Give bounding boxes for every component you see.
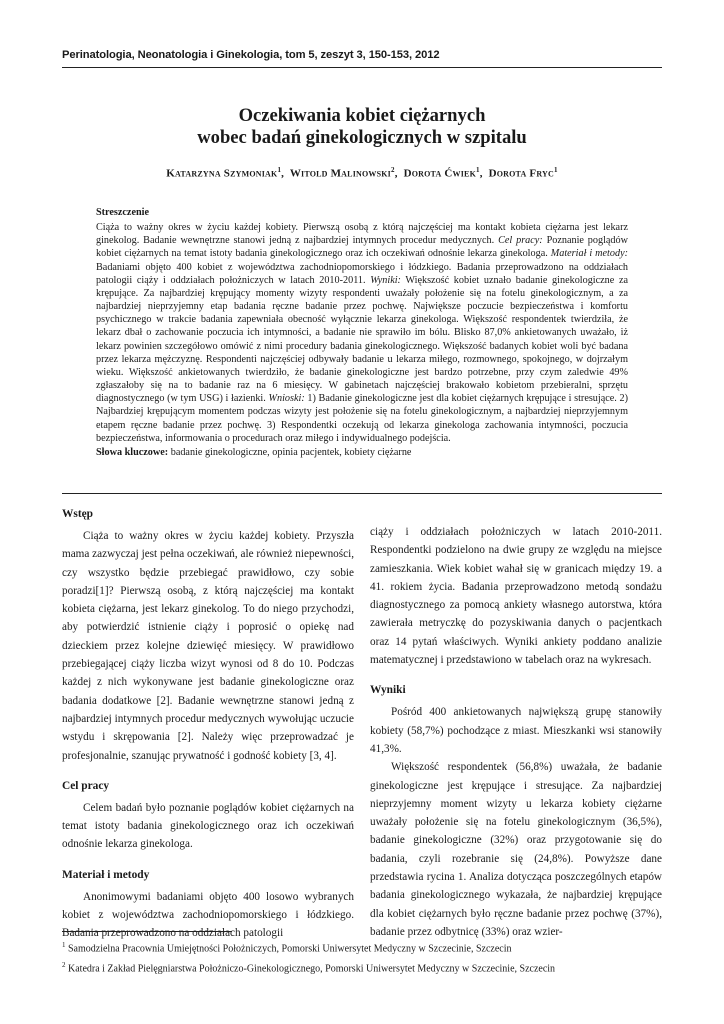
author-name: Witold Malinowski xyxy=(289,167,391,180)
section-heading-methods: Materiał i metody xyxy=(62,868,150,881)
abstract-aim: Poznanie poglądów kobiet ciężarnych na temat istoty badania ginekologicznego oraz ich oczekiwań odnośnie lekarza ginekologa. xyxy=(96,235,628,260)
footnote-number: 1 xyxy=(62,941,66,949)
abstract-text xyxy=(96,221,628,445)
abstract-label-conclusions: Wnioski: xyxy=(268,393,305,405)
header-rule xyxy=(62,67,662,68)
keywords xyxy=(96,446,628,459)
footnote xyxy=(62,939,662,955)
author-affiliation: 1 xyxy=(553,166,558,174)
abstract-heading: Streszczenie xyxy=(96,207,149,218)
abstract-conclusions: 1) Badanie ginekologiczne jest dla kobiet ciężarnych krępujące i stresujące. 2) Najbardziej krępującym momentem podczas wizyty jest położenie się na fotelu ginekologicznym, a najbardziej nieprzyjemnym etapem ręczne badanie przez pochwę. 3) Respondentki oczekują od lekarza ginekologa zachowania intymności, poczucia bezpieczeństwa, informowania o procedurach oraz miłego i indywidualnego podejścia. xyxy=(96,393,628,444)
body-column-left xyxy=(62,505,354,943)
author-affiliation: 2 xyxy=(391,166,395,174)
footnote-number: 2 xyxy=(62,961,66,969)
footnote-text: Samodzielna Pracownia Umiejętności Położniczych, Pomorski Uniwersytet Medyczny w Szczecinie, Szczecin xyxy=(68,943,512,955)
author-affiliation: 1 xyxy=(476,166,480,174)
section-heading-introduction: Wstęp xyxy=(62,508,94,520)
author-affiliation: 1 xyxy=(277,166,282,174)
aim-text: Celem badań było poznanie poglądów kobiet ciężarnych na temat istoty badania ginekologicznego oraz ich oczekiwań odnośnie lekarza ginekologa. xyxy=(62,801,354,851)
article-title xyxy=(62,105,662,149)
methods-text-continued: ciąży i oddziałach położniczych w latach 2010-2011. Respondentki podzielono na dwie grupy ze względu na miejsce zamieszkania. Wiek kobiet wahał się w granicach między 19. a 41. rokiem życia. Badania przeprowadzono metodą sondażu diagnostycznego za pomocą ankiety własnego autorstwa, która zawierała metryczkę do pozyskiwania danych o pacjentkach oraz 14 pytań właściwych. Wyniki ankiety poddano analizie matematycznej i przedstawiono w tabelach oraz na wykresach. xyxy=(370,526,662,667)
author-name: Katarzyna Szymoniak xyxy=(166,167,278,180)
keywords-text: badanie ginekologiczne, opinia pacjentek, kobiety ciężarne xyxy=(168,446,412,458)
section-rule xyxy=(62,493,662,494)
author-list: Katarzyna Szymoniak$^1$, Witold Malinowski$^2$, Dorota Ćwiek$^1$, Dorota Fryc$^1$ xyxy=(166,166,558,180)
abstract-intro: Ciąża to ważny okres w życiu każdej kobiety. Pierwszą osobą z którą najczęściej ma kontakt kobieta ciężarna jest lekarz ginekolog. Badanie wewnętrzne stanowi jedną z najbardziej intymnych procedur medycznych. xyxy=(96,222,628,247)
author-name: Dorota Fryc xyxy=(488,167,554,180)
body-column-right xyxy=(370,523,662,941)
title-line-2: wobec badań ginekologicznych w szpitalu xyxy=(197,127,527,148)
abstract-results: Większość kobiet uznało badanie ginekologiczne za krępujące. Za najbardziej krępujący momenty wizyty respondenti uważały położenie się na fotelu ginekologicznym, a za najbardziej nieprzyjemny etap badania ręczne badanie przez pochwę. Największe poczucie bezpieczeństwa i komfortu psychicznego w trakcie badania zapewniała obecność wyłącznie lekarza ginekologa. Większość respondentek twierdziła, że lekarz dbał o zachowanie poczucia ich intymności, a badanie nie sprawiło im bólu. Blisko 87,0% ankietowanych uważało, iż lekarz powinien szczegółowo omówić z nimi procedury badania ginekologicznego. Większość badanych kobiet woli być badana przez lekarza mężczyznę. Respondenti najczęściej odbywały badanie u lekarza miłego, rozmownego, spokojnego, w dojrzałym wieku. Większość ankietowanych twierdziło, że badanie ginekologiczne jest bardzo potrzebne, przy czym zaledwie 49% zgłaszałoby się na to badanie raz na 6 miesięcy. W gabinetach najczęściej brakowało kobietom przebieralni, sprzętu diagnostycznego (w tym USG) i łazienki. xyxy=(96,274,628,405)
journal-header: Perinatologia, Neonatologia i Ginekologia, tom 5, zeszyt 3, 150-153, 2012 xyxy=(62,49,440,61)
introduction-text: Ciąża to ważny okres w życiu każdej kobiety. Przyszła mama zazwyczaj jest pełna oczekiwań, ale również niepewności, czy wszystko będzie przebiegać prawidłowo, czy sobie poradzi[1]? Pierwszą osobą, z którą najczęściej ma kontakt kobieta ciężarna, jest lekarz ginekolog. To do niego przychodzi, aby potwierdzić istnienie ciąży i poprosić o opiekę nad dzieckiem przez kolejne dziewięć miesięcy. W prawidłowo przebiegającej ciąży liczba wizyt wynosi od 8 do 10. Podczas każdej z nich wykonywane jest badanie ginekologiczne oraz badania dodatkowe [2]. Badanie wewnętrzne stanowi jedną z najbardziej intymnych procedur medycznych wywołując uczucie wstydu i skrępowania [2]. Należy więc przeprowadzać je profesjonalnie, szanując prywatność i godność kobiety [3, 4]. xyxy=(62,530,354,762)
abstract-label-methods: Materiał i metody: xyxy=(550,248,628,260)
author-name: Dorota Ćwiek xyxy=(403,167,477,180)
abstract-label-results: Wyniki: xyxy=(370,274,401,286)
methods-text: Anonimowymi badaniami objęto 400 losowo wybranych kobiet z województwa zachodniopomorskiego i łódzkiego. Badania przeprowadzono na oddziałach patologii xyxy=(62,890,354,940)
results-paragraph-2: Większość respondentek (56,8%) uważała, że badanie ginekologiczne jest krępujące i stresujące. Za najbardziej nieprzyjemny moment wizyty u lekarza kobiety ciężarne uważały położenie się na fotelu ginekologicznym (36,5%), badanie ginekologiczne (32%) oraz przygotowanie się do badania, czyli rozebranie się (24,8%). Powyższe dane przedstawia rycina 1. Analiza dotycząca poszczególnych etapów badania ginekologicznego wykazała, że najbardziej krępujące dla kobiet ciężarnych było ręczne badanie przez pochwę (37%), badanie przez odbytnicę (33%) oraz wzier- xyxy=(370,761,662,938)
abstract-label-aim: Cel pracy: xyxy=(498,235,543,247)
section-heading-results: Wyniki xyxy=(370,684,406,697)
keywords-label: Słowa kluczowe: xyxy=(96,446,169,458)
results-paragraph-1: Pośród 400 ankietowanych największą grupę stanowiły kobiety (58,7%) pochodzące z miast. Mieszkanki wsi stanowiły 41,3%. xyxy=(370,706,662,755)
abstract-methods: Badaniami objęto 400 kobiet z województwa zachodniopomorskiego i łódzkiego. Badania przeprowadzono na oddziałach patologii ciąży i oddziałach położniczych w latach 2010-2011. xyxy=(96,261,628,286)
footnote-text: Katedra i Zakład Pielęgniarstwa Położniczo-Ginekologicznego, Pomorski Uniwersytet Medyczny w Szczecinie, Szczecin xyxy=(68,963,556,975)
section-heading-aim: Cel pracy xyxy=(62,779,110,792)
footnote xyxy=(62,959,662,975)
footnote-rule xyxy=(62,931,232,932)
title-line-1: Oczekiwania kobiet ciężarnych xyxy=(238,105,486,126)
abstract xyxy=(96,206,628,459)
